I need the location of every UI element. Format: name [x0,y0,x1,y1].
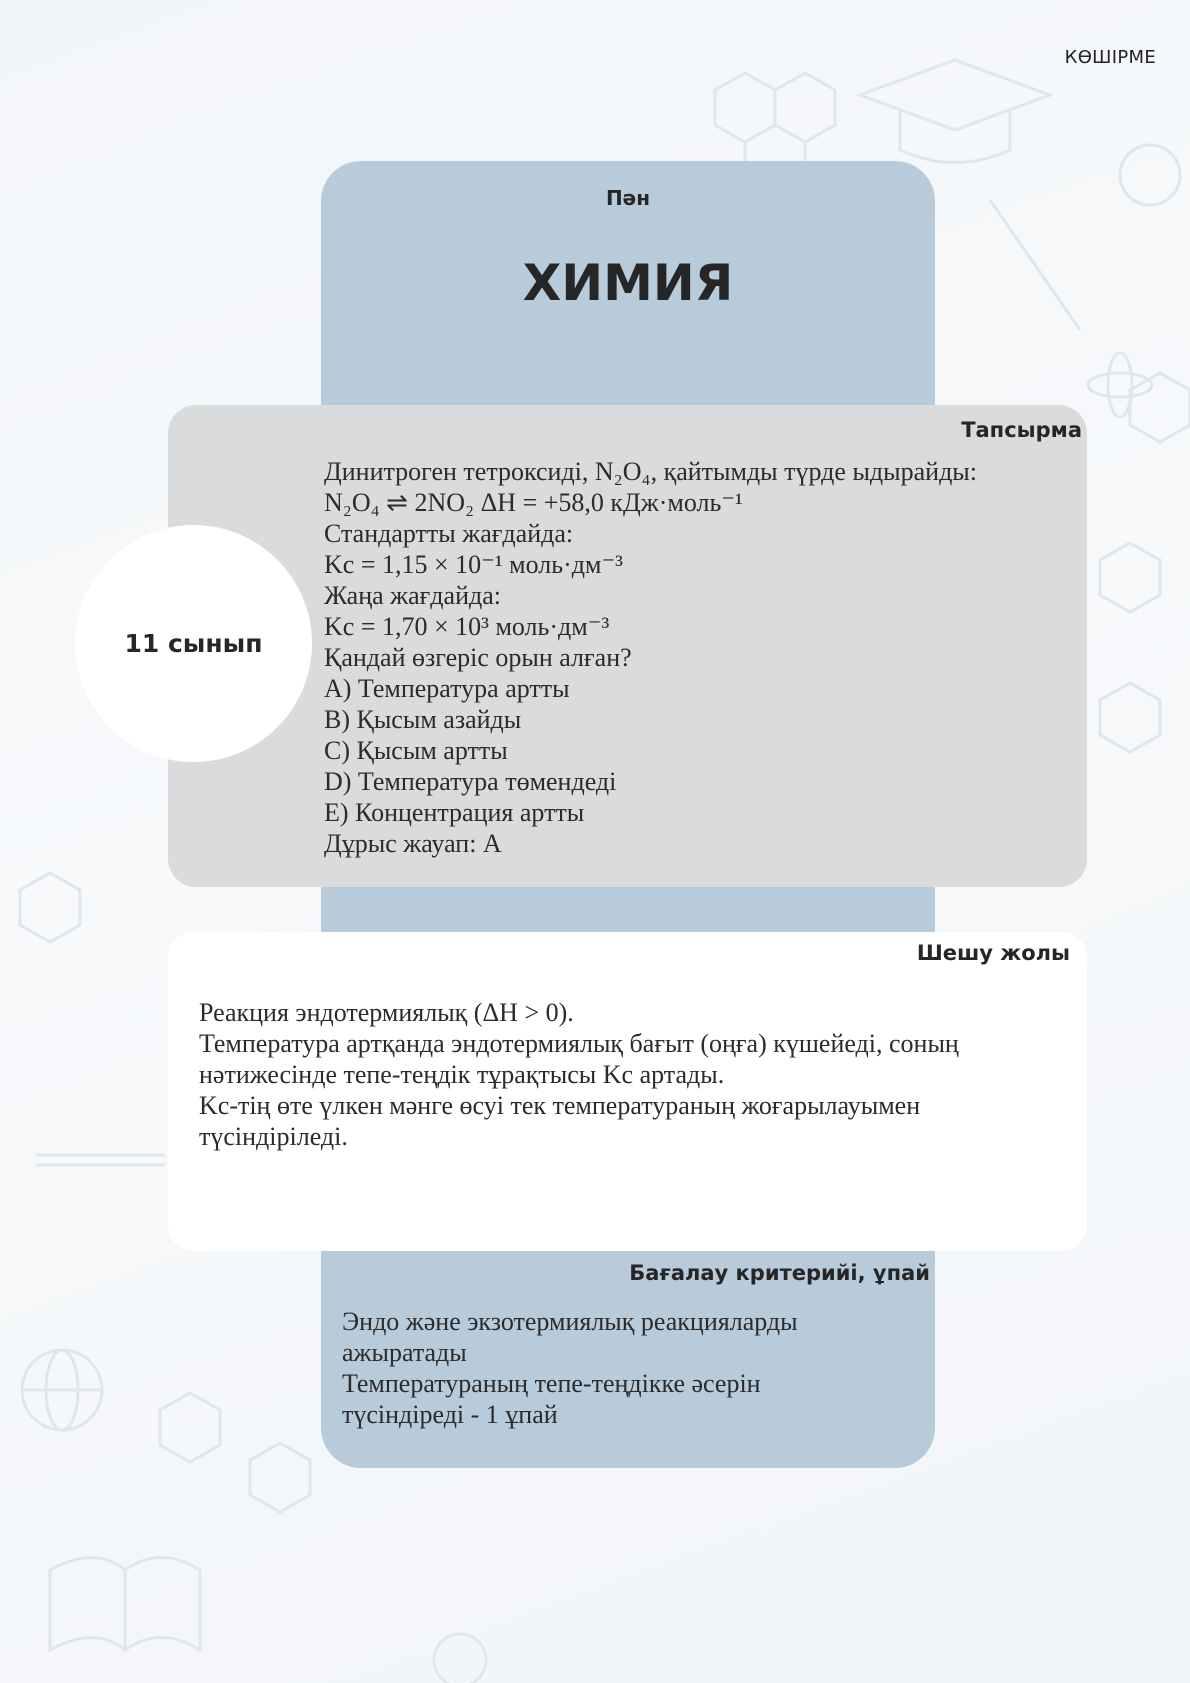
hexagon-icon [1130,373,1190,442]
grade-label: 11 сынып [124,629,263,658]
answer-option: D) Температура төмендеді [324,767,617,796]
subject-title: ХИМИЯ [522,254,734,312]
criteria-line: түсіндіреді - 1 ұпай [342,1400,558,1429]
criteria-title: Бағалау критерийі, ұпай [629,1261,930,1285]
task-line: Қандай өзгеріс орын алған? [324,643,632,672]
task-title: Тапсырма [961,418,1082,442]
hexagon-icon [160,1393,220,1462]
solution-line: нәтижесінде тепе-теңдік тұрақтысы Kc артады. [199,1060,725,1089]
answer-option: E) Концентрация артты [324,798,585,827]
hexagon-icon [1100,543,1160,612]
task-line: Kc = 1,15 × 10⁻¹ моль·дм⁻³ [324,550,623,579]
open-book-icon [50,1558,125,1651]
task-line: Kc = 1,70 × 10³ моль·дм⁻³ [324,612,610,641]
criteria-line: Температураның тепе-теңдікке әсерін [342,1369,761,1398]
solution-line: Реакция эндотермиялық (ΔH > 0). [199,998,574,1027]
solution-line: түсіндіріледі. [199,1122,348,1151]
solution-line: Температура артқанда эндотермиялық бағыт (оңға) күшейеді, соның [199,1029,959,1058]
atom-icon [1088,373,1152,397]
solution-line: Kc-тің өте үлкен мәнге өсуі тек температураның жоғарылауымен [199,1091,921,1120]
criteria-text [342,1306,902,1430]
task-line: Стандартты жағдайда: [324,519,574,548]
criteria-line: ажыратады [342,1338,467,1367]
hexagon-icon [1100,683,1160,752]
hexagon-icon [20,873,80,942]
grade-badge [75,525,312,762]
task-line: N₂O₄ ⇌ 2NO₂ ΔH = +58,0 кДж·моль⁻¹ [324,488,743,517]
answer-option: B) Қысым азайды [324,705,522,734]
hexagon-icon [250,1443,310,1512]
graduation-cap-icon [900,110,1010,163]
answer-option: A) Температура артты [324,674,570,703]
task-line: Динитроген тетроксиді, N₂O₄, қайтымды түрде ыдырайды: [324,457,977,486]
task-text [324,456,1064,859]
subject-label: Пән [605,186,651,210]
solution-title: Шешу жолы [916,941,1070,965]
criteria-line: Эндо және экзотермиялық реакцияларды [342,1307,798,1336]
solution-text [199,997,1059,1152]
copy-label: КӨШІРМЕ [1064,47,1156,68]
task-line: Жаңа жағдайда: [324,581,501,610]
magnifier-icon [434,1634,486,1683]
correct-answer: Дұрыс жауап: A [324,829,502,858]
graduation-cap-icon [860,60,1050,130]
lightbulb-icon [1120,145,1180,205]
answer-option: C) Қысым артты [324,736,508,765]
